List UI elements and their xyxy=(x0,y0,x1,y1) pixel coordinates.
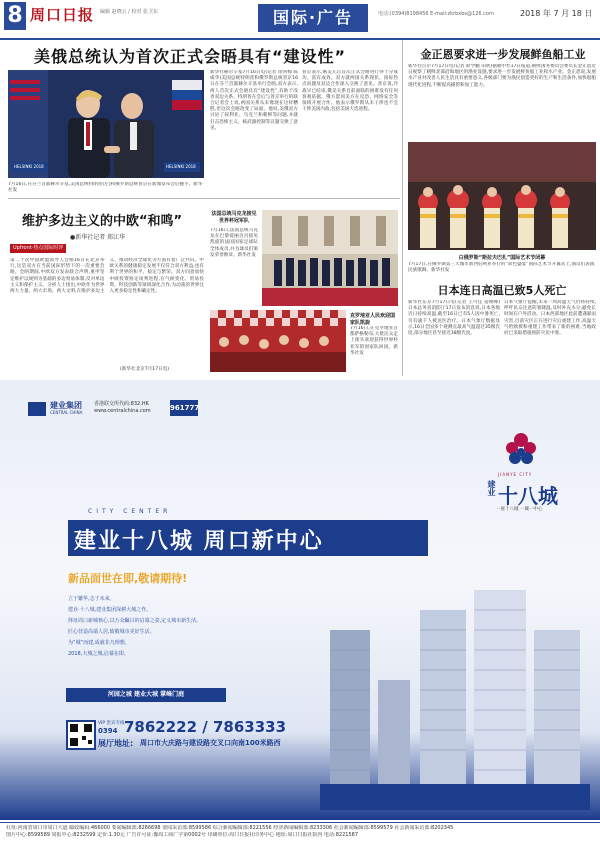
masthead xyxy=(0,0,600,40)
helsinki-sign-right: HELSINKI 2018 xyxy=(166,164,196,169)
section-title: 国际·广告 xyxy=(258,4,368,32)
ad-copy-line: 为“城”而建,成就非凡理想。 xyxy=(68,640,130,646)
french-team-image xyxy=(262,210,398,306)
croatia-crowd-image xyxy=(210,310,346,372)
lead-photo-caption: 7月16日,在芬兰首都赫尔辛基,美国总统特朗普(左)和俄罗斯总统普京在新闻发布会后握手。新华社发 xyxy=(8,182,203,193)
page-number: 8 xyxy=(4,2,26,30)
stock-code: 香港联交所代码:832.HK xyxy=(94,401,149,407)
japan-text-col2: 日本气象厅提醒,未来一周高温天气仍将持续,呼吁民众注意防暑降温,及时补充水分,避免长时间在户外活动。日本西部地区此前遭遇暴雨灾害,目前灾区正在进行灾后重建工作,高温天气给救援和重建工作带来了新的困难,当地政府已采取措施预防灾民中暑。 xyxy=(504,300,596,337)
lead-text-col1: 新华社赫尔辛基7月16日电(记者 徐剑梅 陈威华)美国总统特朗普和俄罗斯总统普京16日在芬兰首都赫尔辛基举行会晤,双方表示,两人首次正式会晤具有“建设性”,有助于改善双边关系。特朗普在会后与普京举行的联合记者会上说,两国关系从未像现在这样糟糕,但这次会晤改变了局面。他说,美俄双方讨论了叙利亚、乌克兰和朝鲜等问题,并就打击恐怖主义、核武器控制等议题交换了意见。 xyxy=(210,70,298,131)
eu-text: 第二十次中国欧盟领导人会晤16日在北京举行,这是双方在当前国际形势下的一次重要会晤。会晤期间,中欧双方发表联合声明,重申坚定维护以规则为基础的多边贸易体制,反对单边主义和保护主义。分析人士指出,中欧作为世界两大力量、两大市场、两大文明,在维护多边主义、推动经济全球化等方面有着广泛共识。中欧关系的健康稳定发展不仅符合双方利益,也有利于世界的和平、稳定与繁荣。双方同意加快中欧投资协定谈判进程,在气候变化、贸易投资、科技创新等领域深化合作,为动荡的世界注入更多稳定性和确定性。 xyxy=(10,258,204,295)
ad-subhead: 新品面世在即,敬请期待! xyxy=(68,572,188,585)
eu-tag: Upfront·热点国际时评 xyxy=(10,244,66,253)
ad-copy-line: 择址周口新城核心,以万众瞩目的启幕之姿,定义城市新生活。 xyxy=(68,618,202,624)
french-team-photo xyxy=(262,210,398,306)
logo-en: JIANYE CITY xyxy=(498,472,533,477)
festival-photo-caption: 7月17日,在俄罗斯第三大城市新西伯利亚举行的“彩色盛宴”国际艺术节开幕式上,演员们表演民族歌舞。新华社发 xyxy=(408,262,595,273)
editors-line: 编辑 赵晓云 / 校对 张卫东 xyxy=(100,9,159,15)
ad-copy xyxy=(68,594,288,660)
logo-prefix: 建业 xyxy=(487,480,496,496)
eu-headline: 维护多边主义的中欧“和鸣” xyxy=(22,214,183,229)
logo-main: 十八城 xyxy=(498,484,558,508)
qr-code-icon xyxy=(66,720,96,750)
ad-copy-line: 立于繁华,志于未来。 xyxy=(68,596,115,602)
issue-date: 2018 年 7 月 18 日 xyxy=(520,9,593,18)
tower-illustration xyxy=(320,570,590,810)
middle-item-1-text: 7月16日,法国总统马克龙在巴黎爱丽舍宫接见凯旋的法国国家足球队全体成员,并为球员们颁发荣誉勋章。新华社发 xyxy=(210,228,258,258)
kim-headline: 金正恩要求进一步发展鲜鱼船工业 xyxy=(420,48,586,61)
footer xyxy=(0,822,600,847)
leaders-handshake-image xyxy=(8,70,204,178)
ad-headline: 建业十八城 周口新中心 xyxy=(74,528,324,554)
ad-tagline: 河园之城 建业大城 掌峰门庭 xyxy=(66,688,226,702)
ad-phone: 7862222 / 7863333 xyxy=(124,718,287,736)
middle-item-2-text: 7月16日,在克罗地亚首都萨格勒布,大批民众走上街头欢迎获得世界杯亚军的国家队回国。新华社发 xyxy=(350,326,398,356)
eu-byline: ●新华社记者 郑江华 xyxy=(70,234,126,241)
hotline-badge: 961777 xyxy=(170,400,198,416)
lead-photo xyxy=(8,70,204,178)
japan-headline: 日本连日高温已致5人死亡 xyxy=(437,284,567,297)
eu-end-note: (新华社北京7月17日电) xyxy=(120,367,170,372)
column-divider xyxy=(402,40,403,376)
section-divider xyxy=(8,198,400,199)
area-code: 0394 xyxy=(98,727,118,735)
lead-headline: 美俄总统认为首次正式会晤具有“建设性” xyxy=(34,47,347,66)
festival-photo-label: 白俄罗斯“斯拉夫巴扎”国际艺术节闭幕 xyxy=(458,255,546,261)
middle-item-2-title: 克罗地亚人民欢迎国家队凯旋 xyxy=(350,313,396,326)
japan-text-col1: 新华社东京7月17日电(记者 王可佳 姜俊峰)日本总务省消防厅17日发布消息说,日本各地近日持续高温,截至16日已有5人因中暑死亡,另有逾千人被送医治疗。日本气象厅数据显示,16日全国多个观测点最高气温超过35摄氏度,部分地区甚至接近38摄氏度。 xyxy=(408,300,500,337)
ad-copy-line: 2018,大城之城,启幕在即。 xyxy=(68,651,129,657)
kim-text: 新华社首尔7月17日电(记者 耿学鹏 田明)据朝中社17日报道,朝鲜国务委员会委员长金正恩近日视察了朝鲜北部沿海地区的渔业设施,要求进一步发展鲜鱼船工业和水产业。金正恩说,发展水产业对改善人民生活具有重要意义,各级部门要为渔民创造更好的生产和生活条件,加快船舶现代化进程,不断提高捕捞和加工能力。 xyxy=(408,64,596,88)
website: www.centralchina.com xyxy=(94,408,151,414)
ad-copy-line: 建业·十八城,建业集团深耕大城之作。 xyxy=(68,607,152,613)
newspaper-logo: 周口日报 xyxy=(30,6,95,24)
footer-line-1: 社址:河南省周口市周口大道 邮政编码:466000 要闻编辑部:8266698 要闻采访部:8599586 综合新闻编辑部:8221556 经济新闻编辑部:8233306 社会新闻编辑部:8599579 社会新闻采访部:8202345 xyxy=(6,825,454,831)
folk-dancers-image xyxy=(408,142,596,250)
brand-logo-icon xyxy=(28,402,46,416)
croatia-crowd-photo xyxy=(210,310,346,372)
project-flower-icon xyxy=(496,432,546,472)
festival-photo xyxy=(408,142,596,250)
phone-label: VIP 贵宾专线 xyxy=(98,721,125,726)
lead-text-col2: 普京表示,俄美元首首次正式会晤进行得十分成功、富有成效。双方就两国关系现状、国际热点问题及双边合作深入交换了意见。普京说,冷战早已结束,俄美关系目前面临的困难没有任何客观依据。俄方愿同美方在反恐、网络安全等领域开展合作。他表示俄罗斯从未干涉也不会干涉美国内政,包括美国大选进程。 xyxy=(302,70,398,113)
middle-item-1-title: 法国总统马克龙接见世界杯冠军队 xyxy=(211,211,257,224)
brand-name-en: CENTRAL CHINA xyxy=(50,410,83,415)
logo-sub: 一座十八城 一城一中心 xyxy=(496,507,543,512)
footer-line-2: 图片中心:8599589 周报中心:8232599 定价:1.30元 广告许可证:豫周工商广字第0002号 印刷单位:周口日报社印务中心 地址:周口日报社院内 电话:8221587 xyxy=(6,832,358,838)
brand-name: 建业集团 xyxy=(50,401,82,410)
contact-line: 电话:(0394)8198456 E-mail:zkrbxbs@126.com xyxy=(378,11,494,17)
city-center-label: CITY CENTER xyxy=(88,508,172,515)
helsinki-sign-left: HELSINKI 2018 xyxy=(14,164,44,169)
address-label: 展厅地址: xyxy=(98,739,134,748)
ad-address: 周口市大庆路与建设路交叉口向南100米路西 xyxy=(140,739,281,747)
real-estate-ad xyxy=(0,380,600,820)
ad-copy-line: 匠心营造高端人居,致敬城市美好生活。 xyxy=(68,629,155,635)
